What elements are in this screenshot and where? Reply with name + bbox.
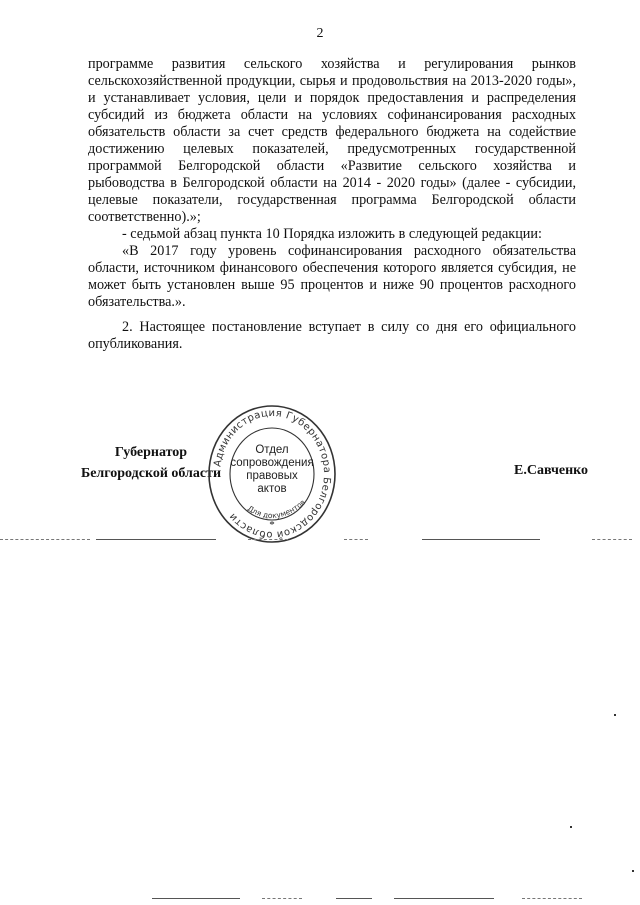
stamp-center-text [207,444,337,496]
signatory-name: Е.Савченко [514,463,589,478]
paragraph-amendment-intro: - седьмой абзац пункта 10 Порядка изложить в следующей редакции: [122,226,542,242]
scan-artifact-line [96,539,216,540]
paragraph-effective-date: 2. Настоящее постановление вступает в силу со дня его официального опубликования. [88,319,576,352]
signature-title [76,442,226,484]
page-number: 2 [316,26,324,41]
signature-title-line1: Губернатор [114,445,188,460]
paragraph-cofinancing-level: «В 2017 году уровень софинансирования расходного обязательства области, источником финансового обеспечения которого является субсидия, не может быть установлен выше 95 процентов и ниже 90 процентов расходного обязательства.». [88,243,576,310]
stamp-star: * [269,519,275,531]
scan-artifact-line [592,539,632,540]
scan-artifact-line [344,539,368,540]
paragraph-subsidy-conditions: программе развития сельского хозяйства и регулирования рынков сельскохозяйственной продукции, сырья и продовольствия на 2013-2020 годы», и устанавливает условия, цели и порядок предоставления и распределения субсидий из бюджета области на условиях софинансирования расходных обязательств области за счет средств федерального бюджета на содействие достижению целевых показателей, предусмотренных государственной программой Белгородской области «Развитие сельского хозяйства и рыбоводства в Белгородской области на 2014 - 2020 годы» (далее - субсидии, целевые показатели, государственная программа Белгородской области соответственно).»; [88,56,576,225]
stamp-ring-text: Администрация Губернатора Белгородской области [212,407,333,541]
scan-artifact-line [394,898,494,899]
scan-artifact-line [336,898,372,899]
signature-title-line2: Белгородской области [80,466,222,481]
scan-speck [614,714,616,716]
scan-artifact-line [262,898,302,899]
scan-artifact-line [0,539,90,540]
scan-artifact-line [422,539,540,540]
scan-speck [570,826,572,828]
scan-artifact-line [248,539,288,540]
stamp-center-line3: правовых [246,470,298,482]
scan-speck [632,870,634,872]
stamp-center-line2: сопровождения [230,457,314,469]
stamp-center-line1: Отдел [255,444,289,456]
stamp-center-line4: актов [257,483,287,495]
document-body [88,56,576,353]
stamp-bottom-text: Для документов [245,497,308,521]
scan-artifact-line [152,898,240,899]
scan-artifact-line [522,898,582,899]
